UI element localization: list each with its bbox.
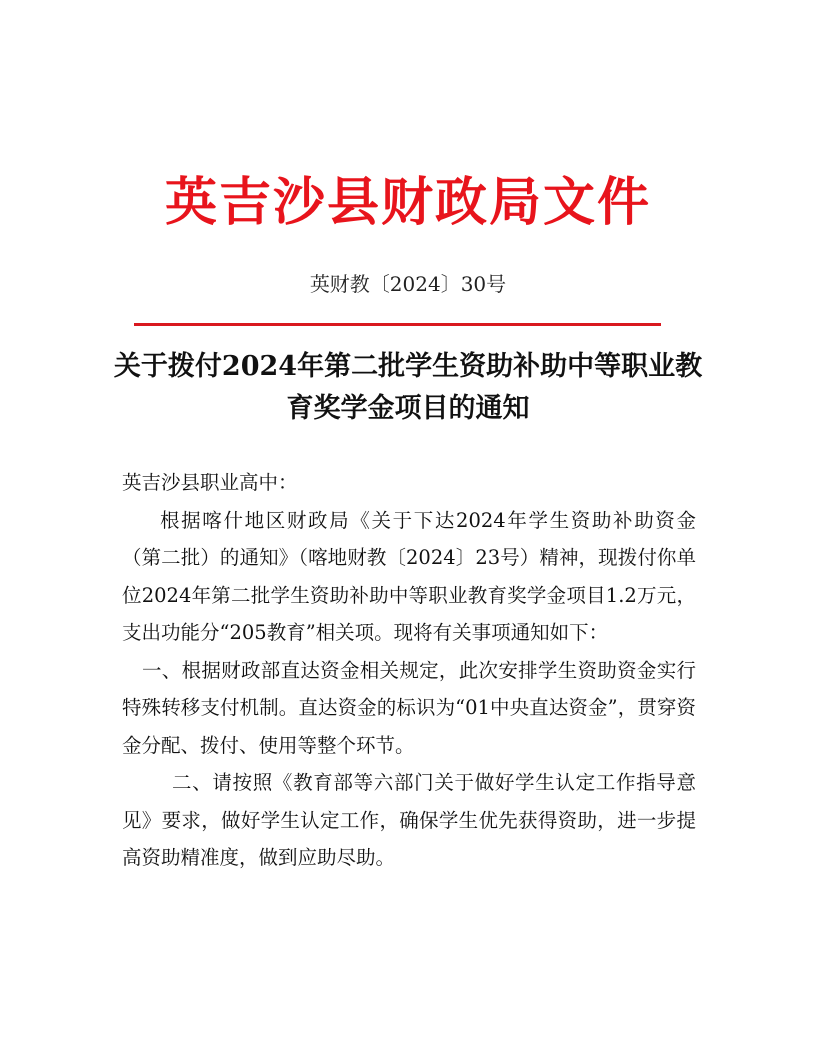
body-paragraph-3: 二、请按照《教育部等六部门关于做好学生认定工作指导意见》要求，做好学生认定工作，确保学生优先获得资助，进一步提高资助精准度，做到应助尽助。 [122, 771, 696, 869]
body-paragraph-1: 根据喀什地区财政局《关于下达2024年学生资助补助资金（第二批）的通知》（喀地财教〔2024〕23号）精神，现拨付你单位2024年第二批学生资助补助中等职业教育奖学金项目1.2万元，支出功能分“205教育”相关项。现将有关事项通知如下： [122, 508, 696, 644]
red-divider-line [134, 323, 661, 326]
addressee: 英吉沙县职业高中： [122, 471, 298, 494]
document-body [122, 464, 696, 877]
body-paragraph-2: 一、根据财政部直达资金相关规定，此次安排学生资助资金实行特殊转移支付机制。直达资金的标识为“01中央直达资金”，贯穿资金分配、拨付、使用等整个环节。 [122, 658, 696, 757]
document-number: 英财教〔2024〕30号 [309, 272, 507, 296]
issuing-office-title: 英吉沙县财政局文件 [164, 172, 651, 233]
notice-title: 关于拨付2024年第二批学生资助补助中等职业教育奖学金项目的通知 [113, 351, 703, 424]
